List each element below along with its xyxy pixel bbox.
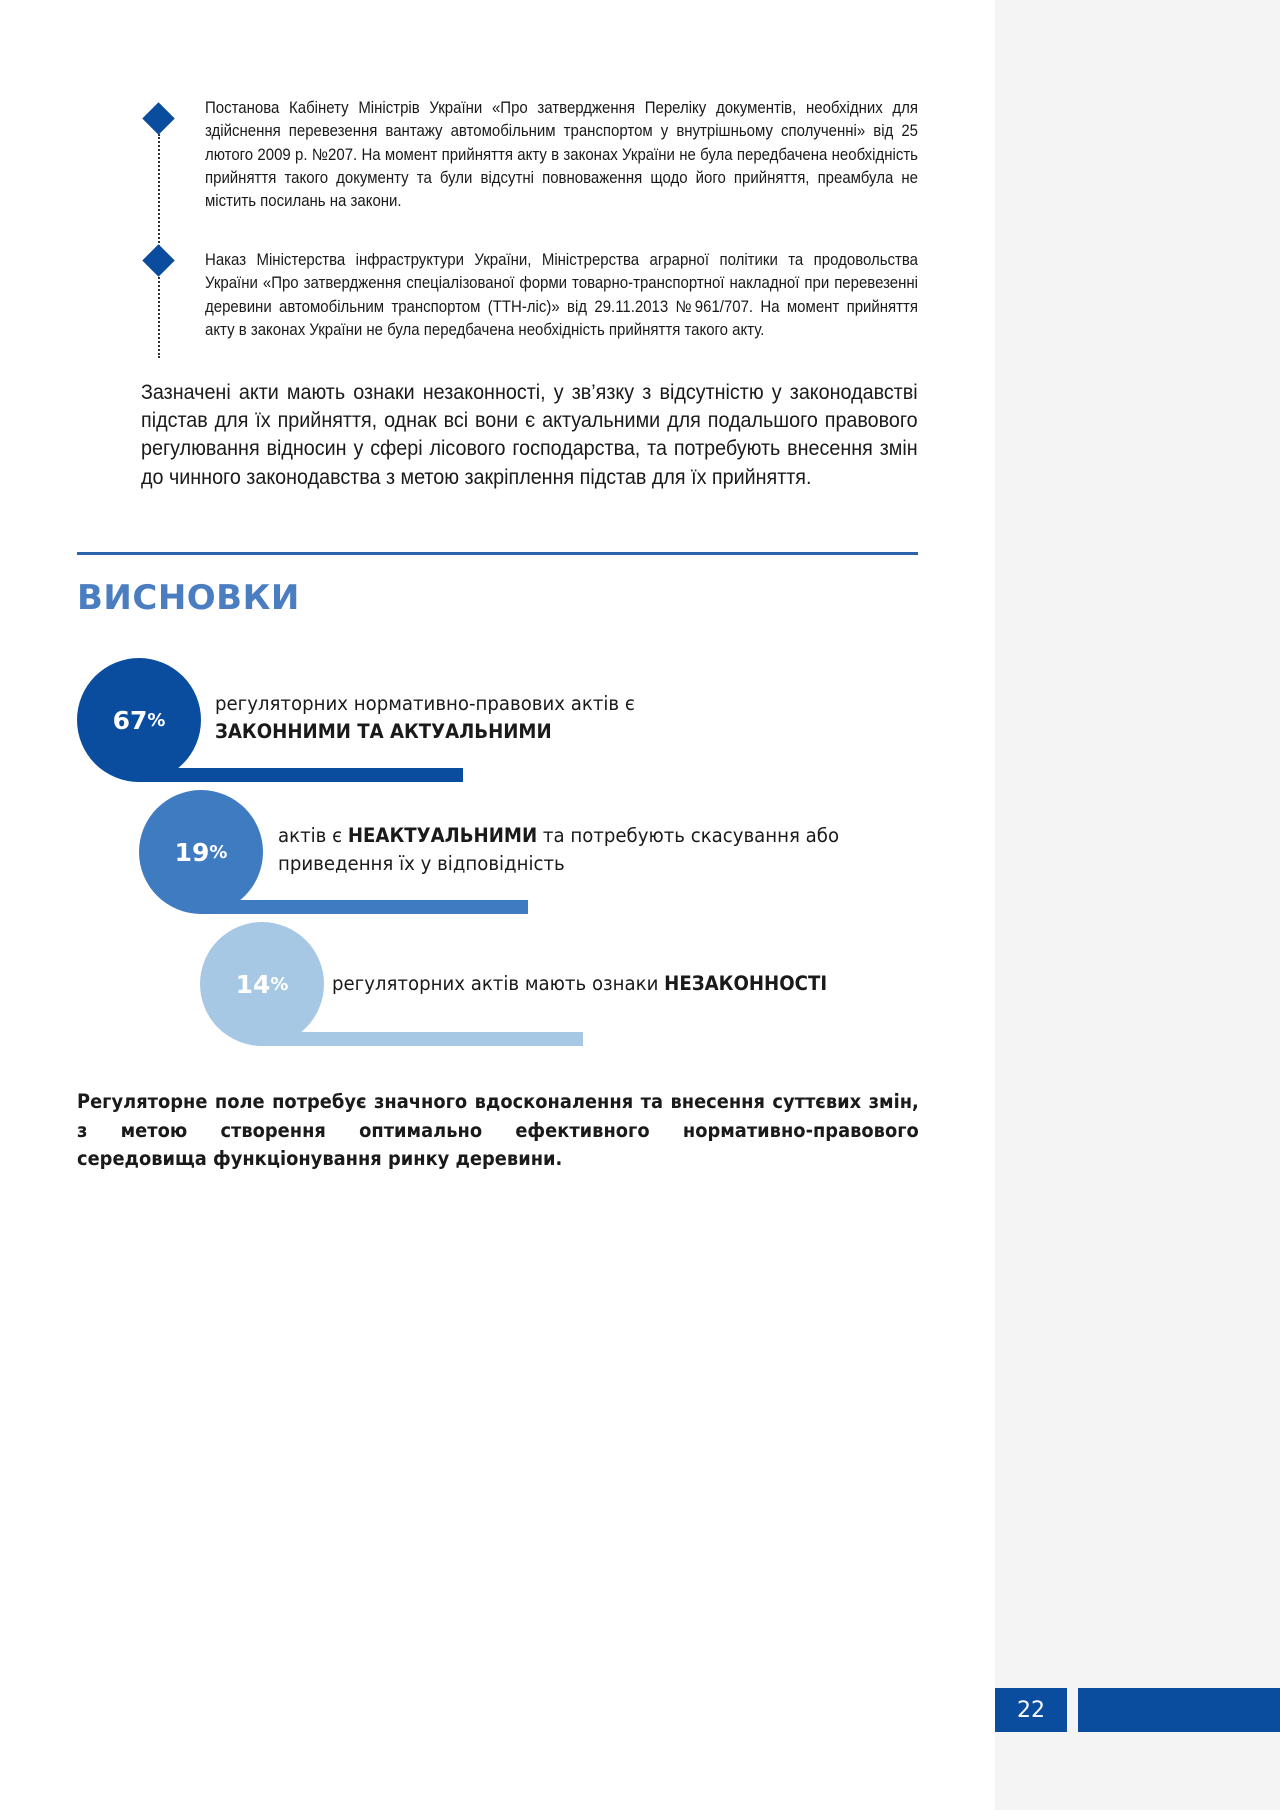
bullet-item-order: Наказ Міністерства інфраструктури України, Міністрерства аграрної політики та продовольства України «Про затвердження спеціалізованої форми товарно-транспортної накладної при перевезенні деревини автомобільним транспортом (ТТН-ліс)» від 29.11.2013 №961/707. На момент прийняття акту в законах України не була передбачена необхідність прийняття такого акту. (205, 251, 918, 339)
section-divider (77, 552, 918, 555)
body-paragraph: Зазначені акти мають ознаки незаконності, у зв’язку з відсутністю у законодавстві підстав для їх прийняття, однак всі вони є актуальними для подальшого правового регулювання відносин у сфері лісового господарства, та потребують внесення змін до чинного законодавства з метою закріплення підстав для їх прийняття. (141, 380, 918, 489)
stat-text: та потребують скасування або (537, 824, 840, 847)
stat-unit: % (147, 709, 166, 731)
stat-illegal (200, 922, 828, 1046)
stat-circle (200, 922, 324, 1046)
stat-line (215, 690, 635, 718)
stat-bar (260, 1032, 583, 1046)
page-margin-panel (995, 0, 1280, 1810)
stat-bar (137, 768, 463, 782)
stat-value: 14 (235, 969, 271, 999)
section-heading: ВИСНОВКИ (77, 578, 300, 618)
stat-emphasis: НЕЗАКОННОСТІ (664, 972, 828, 995)
diamond-bullet-icon (142, 244, 175, 277)
stat-text: регуляторних нормативно-правових актів є (215, 692, 635, 715)
stat-emphasis: НЕАКТУАЛЬНИМИ (347, 824, 538, 847)
stat-unit: % (270, 973, 289, 995)
stat-unit: % (209, 841, 228, 863)
stat-line (278, 850, 565, 878)
stat-circle (77, 658, 201, 782)
stat-bar (199, 900, 528, 914)
stat-circle (139, 790, 263, 914)
stat-line (332, 970, 827, 998)
stat-emphasis: ЗАКОННИМИ ТА АКТУАЛЬНИМИ (215, 720, 552, 743)
bullet-item-resolution: Постанова Кабінету Міністрів України «Про затвердження Переліку документів, необхідних для здійснення перевезення вантажу автомобільним транспортом у внутрішньому сполученні» від 25 лютого 2009 р. №207. На момент прийняття акту в законах України не була передбачена необхідність прийняття такого документу та були відсутні повноваження щодо його прийняття, преамбула не містить посилань на закони. (205, 99, 918, 211)
footer-bar (1078, 1688, 1280, 1732)
stat-text: актів є (278, 824, 348, 847)
page-number: 22 (995, 1688, 1067, 1732)
stat-outdated (139, 790, 840, 914)
stat-text: регуляторних актів мають ознаки (332, 972, 665, 995)
stat-line (215, 718, 552, 746)
stat-legal-actual (77, 658, 635, 782)
stat-value: 67 (112, 705, 148, 735)
diamond-bullet-icon (142, 102, 175, 135)
stat-line (278, 822, 839, 850)
conclusion-paragraph: Регуляторне поле потребує значного вдосконалення та внесення суттєвих змін, з метою створення оптимально ефективного нормативно-правового середовища функціонування ринку деревини. (77, 1090, 919, 1170)
stat-text: приведення їх у відповідність (278, 852, 565, 875)
stat-value: 19 (174, 837, 210, 867)
